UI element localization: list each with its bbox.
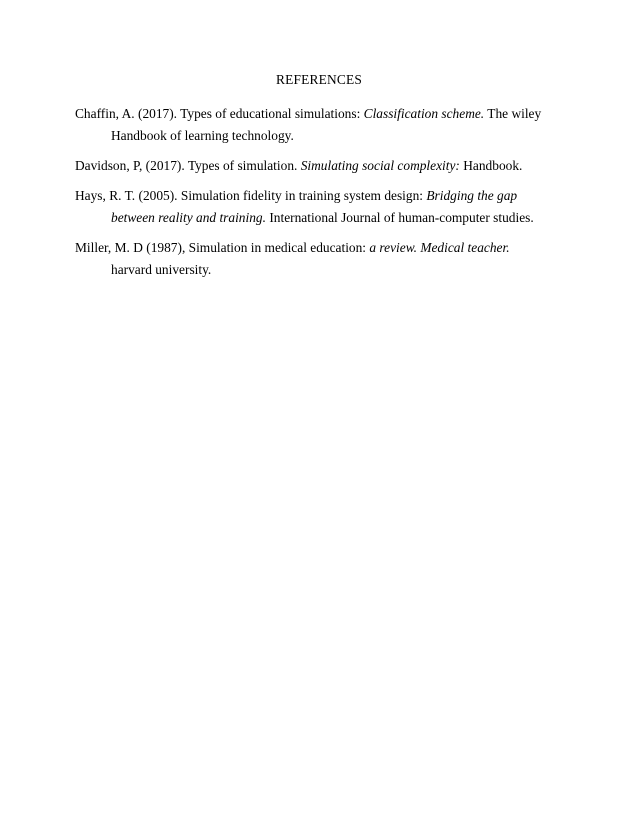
reference-italic-title: a review. Medical teacher. <box>369 240 510 255</box>
reference-entry-miller <box>75 237 545 281</box>
reference-entry-hays <box>75 185 545 229</box>
reference-source: The wiley Handbook of learning technology. <box>111 106 542 143</box>
reference-italic-title: Simulating social complexity: <box>300 158 460 173</box>
references-heading: REFERENCES <box>275 72 363 87</box>
reference-italic-title: Bridging the gap between reality and training. <box>111 188 518 225</box>
reference-source: harvard university. <box>111 262 212 277</box>
reference-entry-chaffin <box>75 103 545 147</box>
reference-italic-title: Classification scheme. <box>363 106 485 121</box>
reference-source: International Journal of human-computer studies. <box>265 210 534 225</box>
reference-text: Davidson, P, (2017). Types of simulation. <box>75 158 301 173</box>
reference-list <box>75 103 545 289</box>
reference-text: Miller, M. D (1987), Simulation in medical education: <box>75 240 370 255</box>
reference-source: Handbook. <box>459 158 523 173</box>
reference-text: Chaffin, A. (2017). Types of educational simulations: <box>75 106 364 121</box>
reference-entry-davidson <box>75 155 545 177</box>
reference-text: Hays, R. T. (2005). Simulation fidelity in training system design: <box>75 188 427 203</box>
